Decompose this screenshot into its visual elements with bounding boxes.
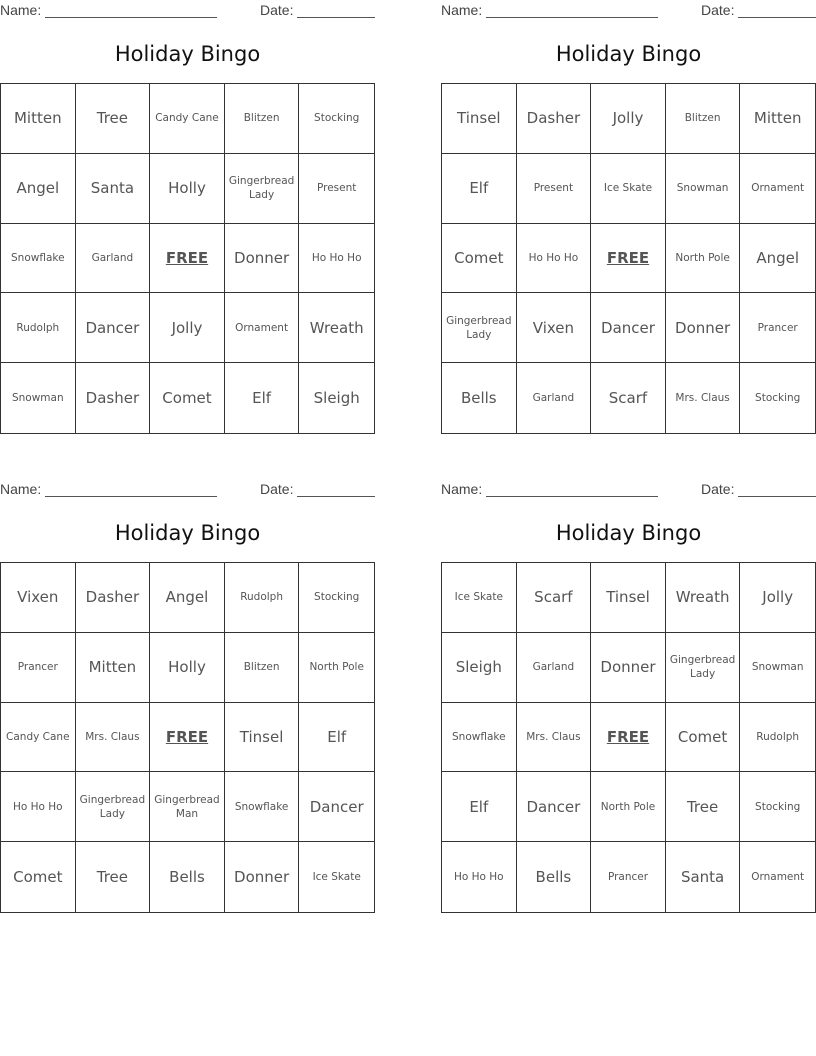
date-label: Date:: [260, 2, 294, 18]
bingo-cell: Ho Ho Ho: [1, 772, 76, 842]
date-blank-line: [738, 496, 816, 497]
card-title: Holiday Bingo: [555, 42, 702, 66]
bingo-cell: Ornament: [740, 154, 815, 224]
bingo-cell: Ice Skate: [312, 871, 361, 883]
bingo-grid: [441, 562, 816, 913]
bingo-cell: Snowflake: [442, 703, 517, 773]
bingo-cell: Donner: [225, 842, 300, 912]
bingo-cell: Tinsel: [591, 563, 666, 633]
bingo-cell: Elf: [442, 772, 517, 842]
free-space-cell: FREE: [150, 224, 225, 294]
bingo-cell: Comet: [1, 842, 76, 912]
bingo-cell: Ornament: [751, 871, 805, 883]
name-blank-line: [45, 496, 217, 497]
bingo-cell: Gingerbread Lady: [225, 154, 300, 224]
bingo-cell: Sleigh: [442, 633, 517, 703]
bingo-cell: Mitten: [76, 633, 151, 703]
bingo-cell: Ornament: [225, 293, 300, 363]
bingo-cell: Dancer: [517, 772, 592, 842]
bingo-cell: Candy Cane: [150, 84, 225, 154]
bingo-cell: Comet: [442, 224, 517, 294]
bingo-cell: Dasher: [517, 84, 592, 154]
bingo-cell: Gingerbread Man: [150, 772, 225, 842]
bingo-cell: Wreath: [666, 563, 741, 633]
bingo-cell: Snowman: [666, 154, 741, 224]
bingo-grid: [0, 83, 375, 434]
name-blank-line: [486, 17, 658, 18]
date-blank-line: [297, 496, 375, 497]
bingo-cell: Bells: [442, 363, 517, 433]
card-header: [0, 481, 375, 499]
bingo-cell: Mrs. Claus: [76, 703, 151, 773]
bingo-cell: Mitten: [740, 84, 815, 154]
bingo-cell: Present: [517, 154, 592, 224]
bingo-cell: Candy Cane: [1, 703, 76, 773]
bingo-cell: Jolly: [591, 84, 666, 154]
bingo-cell: Snowflake: [1, 224, 76, 294]
bingo-cell: Stocking: [299, 563, 374, 633]
bingo-cell: Jolly: [150, 293, 225, 363]
bingo-cell: Vixen: [1, 563, 76, 633]
name-blank-line: [45, 17, 217, 18]
card-title: Holiday Bingo: [114, 42, 261, 66]
free-space-cell: FREE: [591, 224, 666, 294]
bingo-cell: Sleigh: [313, 388, 360, 407]
card-title: Holiday Bingo: [555, 521, 702, 545]
bingo-cell: Dasher: [76, 363, 151, 433]
bingo-cell: Blitzen: [666, 84, 741, 154]
bingo-cell: North Pole: [299, 633, 374, 703]
bingo-cell: Blitzen: [225, 633, 300, 703]
bingo-cell: Tinsel: [225, 703, 300, 773]
date-label: Date:: [701, 2, 735, 18]
bingo-cell: Snowman: [740, 633, 815, 703]
bingo-cell: Garland: [517, 633, 592, 703]
card-title: Holiday Bingo: [114, 521, 261, 545]
bingo-cell: Comet: [666, 703, 741, 773]
bingo-cell: Wreath: [299, 293, 374, 363]
bingo-cell: Stocking: [755, 392, 801, 404]
bingo-card-4: [441, 479, 816, 911]
bingo-cell: Dancer: [76, 293, 151, 363]
bingo-cell: Elf: [442, 154, 517, 224]
bingo-cell: Elf: [225, 363, 300, 433]
card-header: [441, 481, 816, 499]
bingo-cell: Ho Ho Ho: [442, 842, 517, 912]
name-label: Name:: [0, 2, 42, 18]
bingo-grid: [441, 83, 816, 434]
bingo-cell: Vixen: [517, 293, 592, 363]
card-header: [441, 2, 816, 20]
bingo-cell: Donner: [591, 633, 666, 703]
free-space-cell: FREE: [150, 703, 225, 773]
bingo-cell: Santa: [76, 154, 151, 224]
card-header: [0, 2, 375, 20]
bingo-cell: Angel: [150, 563, 225, 633]
bingo-cell: North Pole: [591, 772, 666, 842]
name-label: Name:: [441, 481, 483, 497]
bingo-cell: Jolly: [740, 563, 815, 633]
bingo-cell: Santa: [666, 842, 741, 912]
bingo-cell: Gingerbread Lady: [666, 633, 741, 703]
bingo-cell: Tree: [666, 772, 741, 842]
bingo-cell: Tree: [76, 842, 151, 912]
bingo-cell: Bells: [150, 842, 225, 912]
bingo-cell: Ice Skate: [591, 154, 666, 224]
bingo-cell: Elf: [299, 703, 374, 773]
bingo-cell: North Pole: [666, 224, 741, 294]
bingo-grid: [0, 562, 375, 913]
bingo-cell: Mrs. Claus: [517, 703, 592, 773]
bingo-cell: Tinsel: [442, 84, 517, 154]
bingo-cell: Dancer: [591, 293, 666, 363]
bingo-cell: Gingerbread Lady: [76, 772, 151, 842]
bingo-cell: Snowman: [1, 363, 76, 433]
bingo-cell: Donner: [666, 293, 741, 363]
date-label: Date:: [701, 481, 735, 497]
date-blank-line: [738, 17, 816, 18]
bingo-cell: Snowflake: [225, 772, 300, 842]
bingo-cell: Ho Ho Ho: [299, 224, 374, 294]
bingo-cell: Mrs. Claus: [666, 363, 741, 433]
bingo-cell: Angel: [1, 154, 76, 224]
bingo-card-2: [441, 0, 816, 432]
bingo-cell: Prancer: [591, 842, 666, 912]
free-space-cell: FREE: [591, 703, 666, 773]
bingo-cell: Prancer: [740, 293, 815, 363]
bingo-cell: Rudolph: [225, 563, 300, 633]
bingo-cell: Dancer: [299, 772, 374, 842]
bingo-cell: Angel: [740, 224, 815, 294]
bingo-cell: Dasher: [76, 563, 151, 633]
name-label: Name:: [0, 481, 42, 497]
bingo-cell: Holly: [150, 633, 225, 703]
date-blank-line: [297, 17, 375, 18]
bingo-card-1: [0, 0, 375, 432]
bingo-cell: Stocking: [740, 772, 815, 842]
bingo-cell: Garland: [76, 224, 151, 294]
name-blank-line: [486, 496, 658, 497]
bingo-cell: Scarf: [517, 563, 592, 633]
bingo-cell: Bells: [517, 842, 592, 912]
bingo-cell: Garland: [517, 363, 592, 433]
bingo-card-3: [0, 479, 375, 911]
bingo-cell: Comet: [150, 363, 225, 433]
bingo-cell: Ho Ho Ho: [517, 224, 592, 294]
date-label: Date:: [260, 481, 294, 497]
bingo-cell: Scarf: [591, 363, 666, 433]
bingo-cell: Gingerbread Lady: [442, 293, 517, 363]
bingo-cell: Mitten: [1, 84, 76, 154]
bingo-cell: Prancer: [1, 633, 76, 703]
name-label: Name:: [441, 2, 483, 18]
bingo-cell: Rudolph: [740, 703, 815, 773]
bingo-cell: Blitzen: [225, 84, 300, 154]
bingo-cell: Rudolph: [1, 293, 76, 363]
bingo-cell: Tree: [76, 84, 151, 154]
bingo-cell: Ice Skate: [442, 563, 517, 633]
bingo-cell: Present: [299, 154, 374, 224]
bingo-cell: Holly: [150, 154, 225, 224]
bingo-cell: Donner: [225, 224, 300, 294]
bingo-cell: Stocking: [299, 84, 374, 154]
